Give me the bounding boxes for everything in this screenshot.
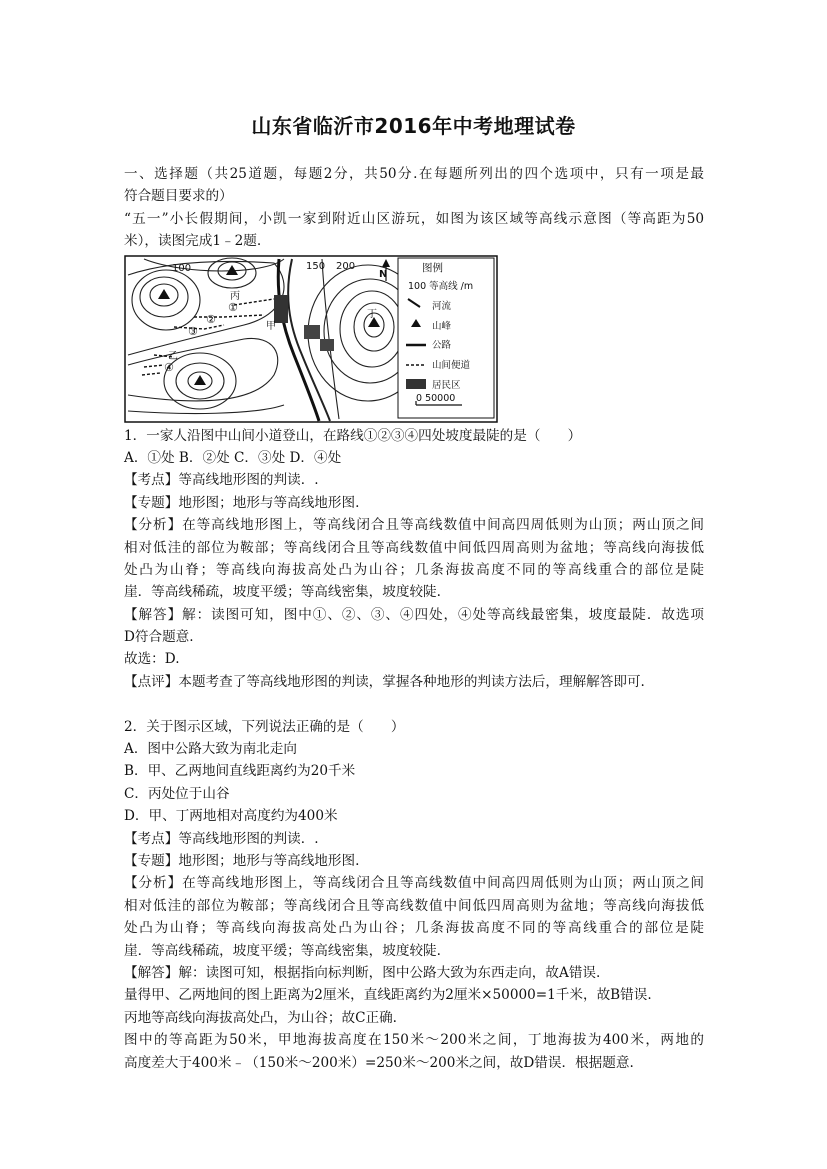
material-line: 米），读图完成1﹣2题. xyxy=(124,233,262,250)
contour-map-figure xyxy=(124,255,498,423)
q2-fenxi-line: 崖．等高线稀疏，坡度平缓；等高线密集，坡度较陡. xyxy=(124,942,441,959)
q1-zhuanti: 【专题】地形图；地形与等高线地形图. xyxy=(124,494,360,511)
q2-fenxi-line: 处凸为山脊；等高线向海拔高处凸为山谷；几条海拔高度不同的等高线重合的部位是陡 xyxy=(124,920,704,937)
legend-river: 河流 xyxy=(432,300,452,312)
q1-options: A．①处 B．②处 C．③处 D．④处 xyxy=(124,449,342,466)
point-label-bing: 丙 xyxy=(230,290,240,302)
legend-scale: 0 50000 xyxy=(416,392,456,404)
contour-label-150: 150 xyxy=(306,260,326,272)
point-label-ding: 丁 xyxy=(367,308,377,320)
q1-fenxi-line: 【分析】在等高线地形图上，等高线闭合且等高线数值中间高四周低则为山顶；两山顶之间 xyxy=(124,517,704,534)
q2-fenxi-line: 相对低洼的部位为鞍部；等高线闭合且等高线数值中间低四周高则为盆地；等高线向海拔低 xyxy=(124,897,704,914)
q1-kaodian: 【考点】等高线地形图的判读．. xyxy=(124,472,319,489)
q2-jieda-line: 量得甲、乙两地间的图上距离为2厘米，直线距离约为2厘米×50000=1千米，故B错误. xyxy=(124,987,652,1004)
q1-fenxi-line: 崖．等高线稀疏，坡度平缓；等高线密集，坡度较陡. xyxy=(124,584,441,601)
point-label-jia: 甲 xyxy=(266,320,276,332)
q2-option-a: A．图中公路大致为南北走向 xyxy=(124,741,297,758)
legend-trail: 山间便道 xyxy=(432,359,471,371)
q2-zhuanti: 【专题】地形图；地形与等高线地形图. xyxy=(124,852,360,869)
section-intro-line: 符合题目要求的） xyxy=(124,188,233,205)
point-label-yi: 乙 xyxy=(168,350,178,362)
page-title: 山东省临沂市2016年中考地理试卷 xyxy=(251,114,576,138)
route-marker-4: ④ xyxy=(164,360,174,374)
north-label: N xyxy=(379,268,388,280)
q2-stem: 2．关于图示区域，下列说法正确的是（ ） xyxy=(124,718,405,735)
contour-label-100: 100 xyxy=(172,262,192,274)
q1-answer: 故选：D. xyxy=(124,651,180,668)
contour-map-image xyxy=(124,255,498,423)
q2-fenxi-line: 【分析】在等高线地形图上，等高线闭合且等高线数值中间高四周低则为山顶；两山顶之间 xyxy=(124,875,704,892)
q2-option-b: B．甲、乙两地间直线距离约为20千米 xyxy=(124,763,356,780)
map-legend xyxy=(398,258,494,418)
q1-jieda-line: 【解答】解：读图可知，图中①、②、③、④四处，④处等高线最密集，坡度最陡．故选项 xyxy=(124,606,704,623)
q1-fenxi-line: 相对低洼的部位为鞍部；等高线闭合且等高线数值中间低四周高则为盆地；等高线向海拔低 xyxy=(124,539,704,556)
q2-jieda-line: 图中的等高距为50米，甲地海拔高度在150米～200米之间，丁地海拔为400米，两地的 xyxy=(124,1032,704,1049)
document-body xyxy=(124,163,704,1074)
q2-kaodian: 【考点】等高线地形图的判读．. xyxy=(124,830,319,847)
q1-jieda-line: D符合题意. xyxy=(124,629,194,646)
q2-option-c: C．丙处位于山谷 xyxy=(124,785,230,802)
legend-contour: 100 等高线 /m xyxy=(408,280,474,292)
section-intro-line: 一、选择题（共25道题，每题2分，共50分.在每题所列出的四个选项中，只有一项是最 xyxy=(124,166,704,182)
contour-label-200: 200 xyxy=(336,260,356,272)
q1-dianping: 【点评】本题考查了等高线地形图的判读，掌握各种地形的判读方法后，理解解答即可. xyxy=(124,673,645,690)
q2-option-d: D．甲、丁两地相对高度约为400米 xyxy=(124,808,338,825)
route-marker-3: ③ xyxy=(188,324,198,338)
q1-stem: 1．一家人沿图中山间小道登山，在路线①②③④四处坡度最陡的是（ ） xyxy=(124,427,582,444)
q2-jieda-line: 高度差大于400米﹣（150米～200米）=250米～200米之间，故D错误．根据题意. xyxy=(124,1054,634,1071)
route-marker-2: ② xyxy=(206,312,216,326)
legend-title: 图例 xyxy=(422,261,443,274)
q2-jieda-line: 丙地等高线向海拔高处凸，为山谷；故C正确. xyxy=(124,1009,398,1026)
q1-fenxi-line: 处凸为山脊；等高线向海拔高处凸为山谷；几条海拔高度不同的等高线重合的部位是陡 xyxy=(124,561,704,578)
route-marker-1: ① xyxy=(228,300,238,314)
material-line: “五一”小长假期间，小凯一家到附近山区游玩，如图为该区域等高线示意图（等高距为50 xyxy=(124,210,704,227)
legend-settlement: 居民区 xyxy=(432,379,461,391)
legend-road: 公路 xyxy=(432,339,452,351)
legend-peak: 山峰 xyxy=(432,320,452,332)
q2-jieda-line: 【解答】解：读图可知，根据指向标判断，图中公路大致为东西走向，故A错误. xyxy=(124,964,601,981)
